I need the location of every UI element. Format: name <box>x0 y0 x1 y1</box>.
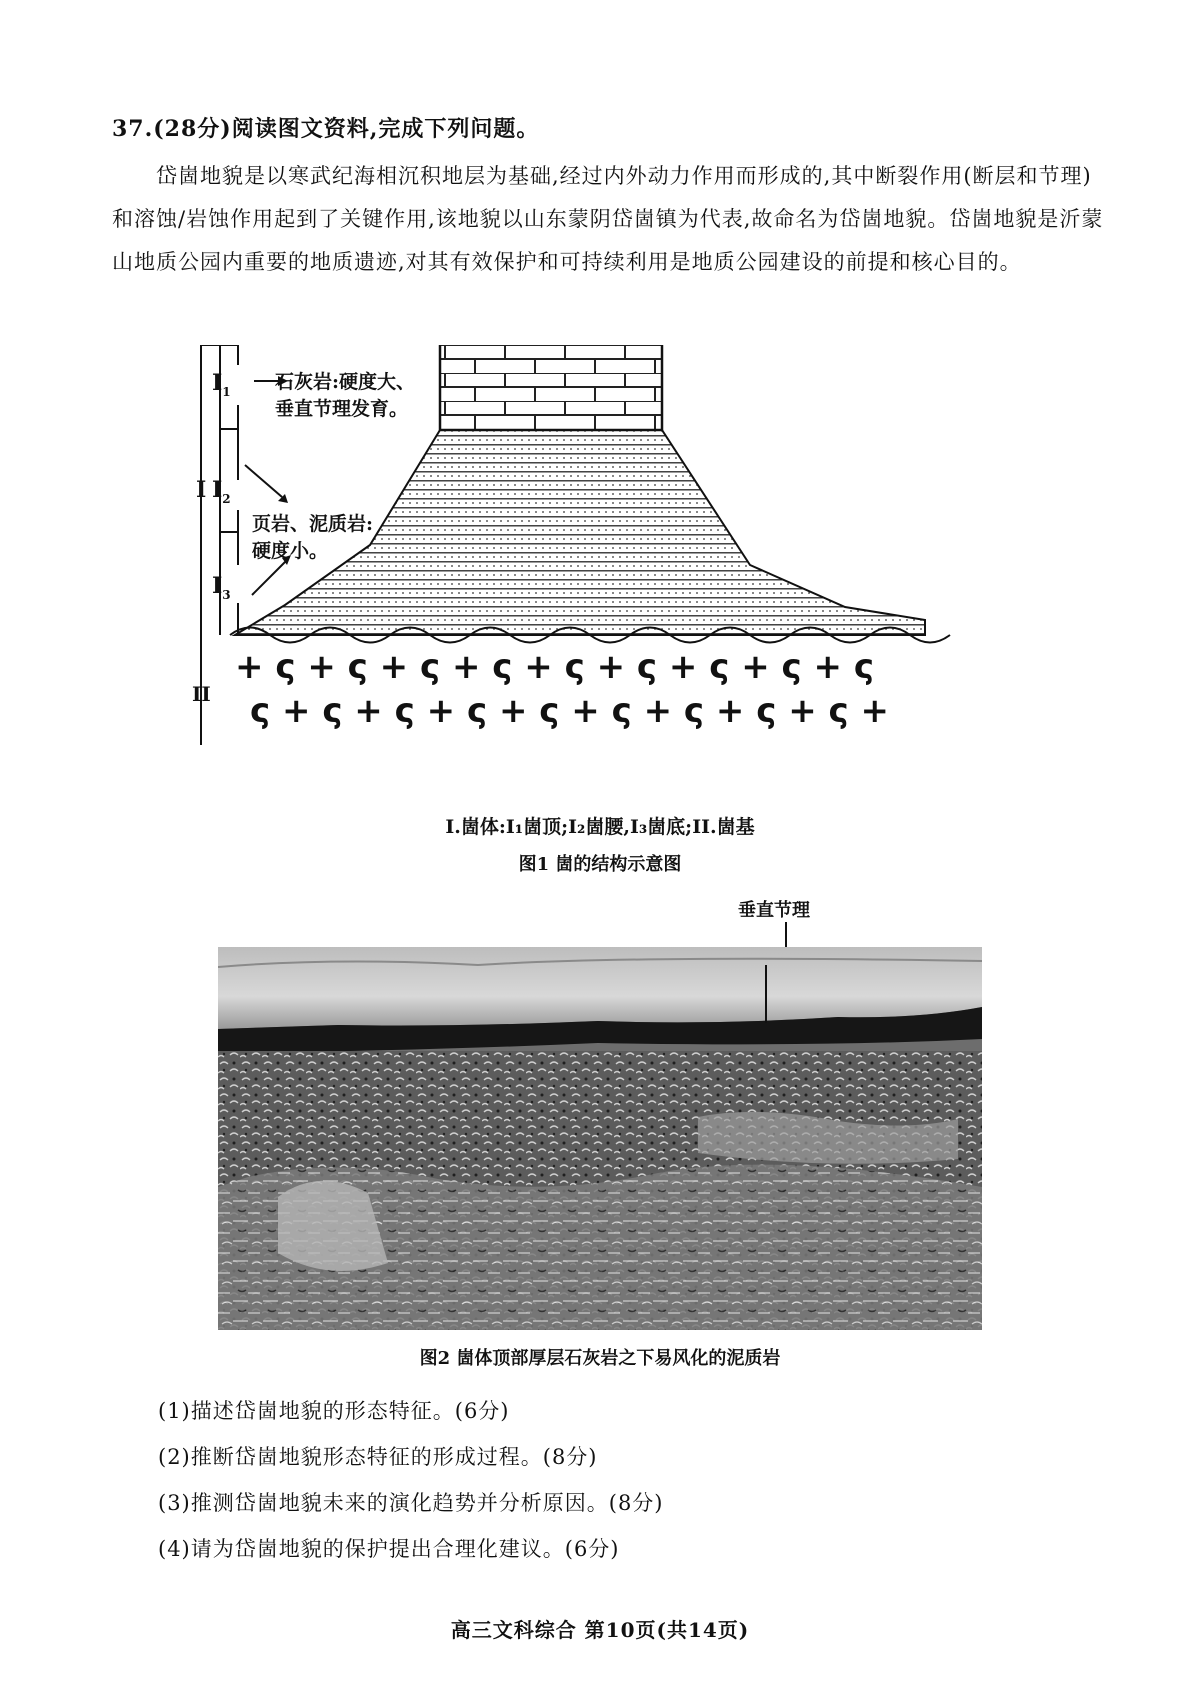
vertical-joint-label: 垂直节理 <box>738 900 810 921</box>
page-footer: 高三文科综合 第10页(共14页) <box>450 1618 750 1642</box>
figure-2-caption: 图2 崮体顶部厚层石灰岩之下易风化的泥质岩 <box>419 1348 781 1369</box>
figure-1-legend: I.崮体:I₁崮顶;I₂崮腰,I₃崮底;II.崮基 <box>445 816 755 838</box>
sub-question-4: (4)请为岱崮地貌的保护提出合理化建议。(6分) <box>158 1537 620 1561</box>
shale-note-line2: 硬度小。 <box>252 540 329 562</box>
svg-text:I1: $I_1$ <box>212 370 231 399</box>
svg-text:+ ς + ς + ς + ς + ς + ς + ς +: + ς + ς + ς + ς + ς + ς + ς + ς + ς <box>235 647 875 687</box>
sub-question-1: (1)描述岱崮地貌的形态特征。(6分) <box>158 1399 510 1423</box>
shale-note-line1: 页岩、泥质岩: <box>252 513 374 535</box>
sub-question-3: (3)推测岱崮地貌未来的演化趋势并分析原因。(8分) <box>158 1491 664 1515</box>
sub-questions-list <box>158 1388 664 1572</box>
limestone-cap <box>440 345 662 430</box>
svg-text:I: I <box>196 477 207 503</box>
limestone-note-line1: 石灰岩:硬度大、 <box>275 371 416 393</box>
limestone-note-line2: 垂直节理发育。 <box>275 398 409 420</box>
limestone-note <box>275 369 415 423</box>
question-title: 37.(28分)阅读图文资料,完成下列问题。 <box>112 116 540 142</box>
question-paragraph: 岱崮地貌是以寒武纪海相沉积地层为基础,经过内外动力作用而形成的,其中断裂作用(断层和节理)和溶蚀/岩蚀作用起到了关键作用,该地貌以山东蒙阴岱崮镇为代表,故命名为岱崮地貌。岱崮地貌是沂蒙山地质公园内重要的地质遗迹,对其有效保护和可持续利用是地质公园建设的前提和核心目的。 <box>112 164 1104 274</box>
sub-question-2: (2)推断岱崮地貌形态特征的形成过程。(8分) <box>158 1445 598 1469</box>
figure-1-diagram <box>190 345 1040 825</box>
figure-2-photo <box>218 947 982 1330</box>
svg-text:I3: $I_3$ <box>212 573 231 602</box>
svg-text:I2: $I_2$ <box>212 477 231 506</box>
svg-text:ς + ς + ς + ς + ς + ς + ς + ς: ς + ς + ς + ς + ς + ς + ς + ς + ς + <box>250 691 890 731</box>
shale-note <box>252 511 373 565</box>
figure-1-caption: 图1 崮的结构示意图 <box>518 854 682 875</box>
svg-text:II: II <box>192 682 211 706</box>
